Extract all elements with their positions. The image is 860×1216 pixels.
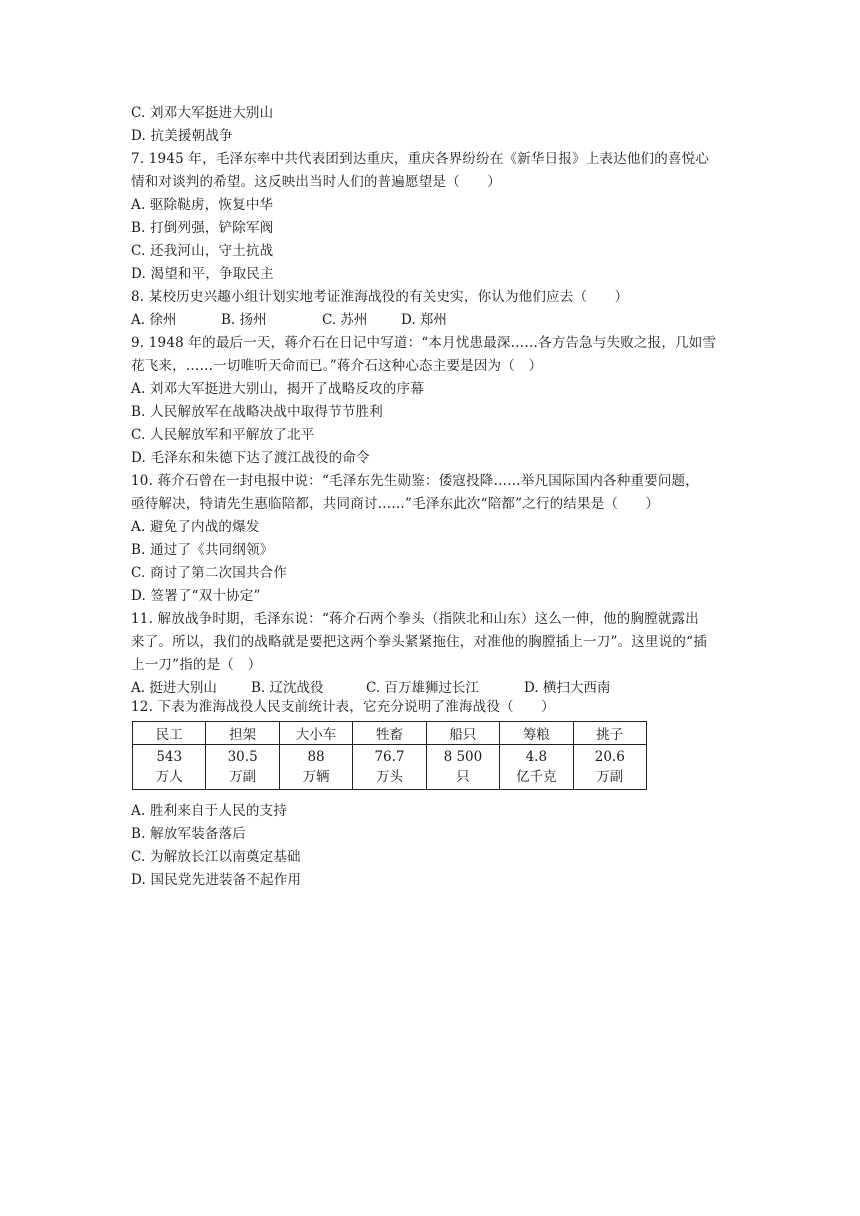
q12-option-b: B. 解放军装备落后 — [131, 826, 247, 842]
table-header-cell: 民工 — [133, 722, 206, 745]
q8-stem: 8. 某校历史兴趣小组计划实地考证淮海战役的有关史实，你认为他们应去（ ） — [131, 289, 629, 305]
cell-number: 4.8 — [525, 749, 548, 765]
q10-option-d: D. 签署了“双十协定” — [131, 588, 261, 604]
cell-number: 543 — [156, 749, 183, 765]
cell-number: 8 500 — [443, 749, 483, 765]
q8-option-d: D. 郑州 — [401, 312, 447, 328]
q10-option-b: B. 通过了《共同纲领》 — [131, 542, 274, 558]
table-cell — [279, 745, 352, 790]
table-row — [133, 745, 647, 790]
q7-option-a: A. 驱除鞑虏，恢复中华 — [131, 197, 274, 213]
q9-stem-line2: 花飞来，……一切唯听天命而已。”蒋介石这种心态主要是因为（ ） — [131, 358, 543, 374]
cell-unit: 万头 — [375, 769, 403, 785]
q7-option-b: B. 打倒列强，铲除军阀 — [131, 220, 274, 236]
q9-option-c: C. 人民解放军和平解放了北平 — [131, 427, 315, 443]
q12-stem: 12. 下表为淮海战役人民支前统计表，它充分说明了淮海战役（ ） — [131, 699, 555, 715]
cell-unit: 万辆 — [302, 769, 330, 785]
q11-stem-line3: 上一刀”指的是（ ） — [131, 657, 262, 673]
table-header-cell: 挑子 — [573, 722, 646, 745]
cell-number: 20.6 — [594, 749, 625, 765]
table-header-cell: 筹粮 — [500, 722, 573, 745]
q7-stem-line2: 情和对谈判的希望。这反映出当时人们的普遍愿望是（ ） — [131, 174, 501, 190]
table-cell — [500, 745, 573, 790]
q11-option-b: B. 辽沈战役 — [251, 680, 324, 696]
q6-option-d: D. 抗美援朝战争 — [131, 128, 233, 144]
q11-stem-line2: 来了。所以，我们的战略就是要把这两个拳头紧紧拖住，对准他的胸膛插上一刀”。这里说的“插 — [131, 634, 707, 650]
cell-unit: 万副 — [229, 769, 257, 785]
cell-unit: 亿千克 — [516, 769, 557, 785]
table-header-cell: 牲畜 — [353, 722, 426, 745]
table-cell — [353, 745, 426, 790]
q12-option-c: C. 为解放长江以南奠定基础 — [131, 849, 301, 865]
table-cell — [573, 745, 646, 790]
q10-option-c: C. 商讨了第二次国共合作 — [131, 565, 288, 581]
q11-stem-line1: 11. 解放战争时期，毛泽东说：“蒋介石两个拳头（指陕北和山东）这么一伸，他的胸膛就露出 — [131, 611, 699, 627]
q9-option-a: A. 刘邓大军挺进大别山，揭开了战略反攻的序幕 — [131, 381, 424, 397]
table-header-cell: 担架 — [206, 722, 279, 745]
cell-unit: 只 — [456, 769, 470, 785]
support-stats-table — [132, 721, 647, 790]
q9-stem-line1: 9. 1948 年的最后一天，蒋介石在日记中写道：“本月忧患最深……各方告急与失败之报，几如雪 — [131, 335, 717, 351]
q12-option-d: D. 国民党先进装备不起作用 — [131, 872, 302, 888]
q8-option-c: C. 苏州 — [322, 312, 368, 328]
cell-number: 30.5 — [227, 749, 258, 765]
q11-option-c: C. 百万雄狮过长江 — [366, 680, 479, 696]
table-cell — [426, 745, 499, 790]
q7-option-d: D. 渴望和平，争取民主 — [131, 266, 274, 282]
table-cell — [206, 745, 279, 790]
q11-option-d: D. 横扫大西南 — [524, 680, 611, 696]
q12-option-a: A. 胜利来自于人民的支持 — [131, 803, 287, 819]
q10-option-a: A. 避免了内战的爆发 — [131, 519, 260, 535]
table-header-row — [133, 722, 647, 745]
cell-number: 88 — [307, 749, 325, 765]
q7-option-c: C. 还我河山，守土抗战 — [131, 243, 274, 259]
q9-option-b: B. 人民解放军在战略决战中取得节节胜利 — [131, 404, 384, 420]
table-cell — [133, 745, 206, 790]
cell-unit: 万副 — [596, 769, 624, 785]
q9-option-d: D. 毛泽东和朱德下达了渡江战役的命令 — [131, 450, 370, 466]
q7-stem-line1: 7. 1945 年，毛泽东率中共代表团到达重庆，重庆各界纷纷在《新华日报》上表达他们的喜悦心 — [131, 151, 710, 167]
table-header-cell: 船只 — [426, 722, 499, 745]
q8-option-a: A. 徐州 — [131, 312, 177, 328]
q6-option-c: C. 刘邓大军挺进大别山 — [131, 105, 274, 121]
cell-number: 76.7 — [374, 749, 405, 765]
cell-unit: 万人 — [155, 769, 183, 785]
table-header-cell: 大小车 — [279, 722, 352, 745]
q10-stem-line1: 10. 蒋介石曾在一封电报中说：“毛泽东先生勋鉴：倭寇投降……举凡国际国内各种重要问题， — [131, 473, 699, 489]
q10-stem-line2: 亟待解决，特请先生惠临陪都，共同商讨……”毛泽东此次“陪都”之行的结果是（ ） — [131, 496, 660, 512]
q11-option-a: A. 挺进大别山 — [131, 680, 217, 696]
q8-option-b: B. 扬州 — [221, 312, 267, 328]
